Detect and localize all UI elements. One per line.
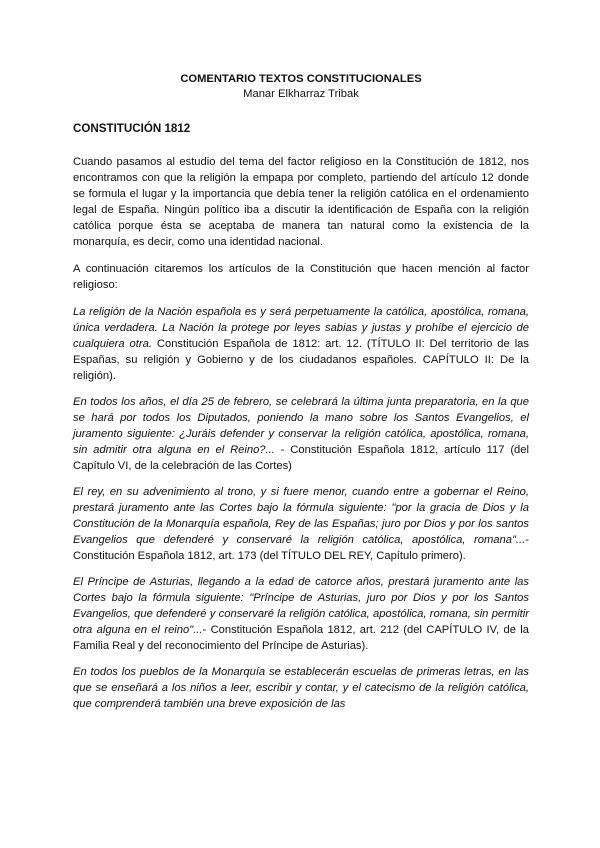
quote-paragraph-schools	[73, 664, 529, 712]
quote-text: En todos los pueblos de la Monarquía se establecerán escuelas de primeras letras, en las que se enseñará a los niños a leer, escribir y contar, y el catecismo de la religión católica, que comprenderá también una breve exposición de las	[73, 666, 529, 710]
quote-citation: - Constitución Española 1812, art. 212 (del CAPÍTULO IV, de la Familia Real y del reconocimiento del Príncipe de Asturias).	[73, 624, 529, 652]
quote-citation: - Constitución Española 1812, art. 173 (del TÍTULO DEL REY, Capítulo primero).	[73, 534, 529, 562]
document-author: Manar Elkharraz Tribak	[243, 88, 359, 100]
quote-paragraph-art-173	[73, 484, 529, 564]
quote-citation: Constitución Española de 1812: art. 12. (TÍTULO II: Del territorio de las Españas, su religión y Gobierno y de los ciudadanos españoles. CAPÍTULO II: De la religión).	[73, 338, 529, 382]
quote-paragraph-art-12	[73, 304, 529, 384]
document-page	[73, 72, 529, 712]
quote-text: El Príncipe de Asturias, llegando a la edad de catorce años, prestará juramento ante las Cortes bajo la fórmula siguiente: "Príncipe de Asturias, juro por Dios y por los Santos Evangelios, que defenderé y conservaré la religión católica, apostólica, romana, sin permitir otra alguna en el reino"...	[73, 576, 529, 636]
lead-paragraph: A continuación citaremos los artículos de la Constitución que hacen mención al factor religioso:	[73, 263, 529, 291]
quote-text: En todos los años, el día 25 de febrero, se celebrará la última junta preparatoria, en la que se hará por todos los Diputados, poniendo la mano sobre los Santos Evangelios, el juramento siguiente: ¿Juráis defender y conservar la religión católica, apostólica, romana, sin admitir otra alguna en el Reino?...	[73, 396, 529, 456]
quote-text: La religión de la Nación española es y será perpetuamente la católica, apostólica, romana, única verdadera. La Nación la protege por leyes sabias y justas y prohíbe el ejercicio de cualquiera otra.	[73, 306, 529, 350]
quote-paragraph-art-117	[73, 394, 529, 474]
quote-paragraph-art-212	[73, 574, 529, 654]
quote-citation: - Constitución Española 1812, artículo 117 (del Capítulo VI, de la celebración de las Cortes)	[73, 444, 529, 472]
intro-paragraph: Cuando pasamos al estudio del tema del factor religioso en la Constitución de 1812, nos encontramos con que la religión la empapa por completo, partiendo del artículo 12 donde se formula el lugar y la importancia que debía tener la religión católica en el ordenamiento legal de España. Ningún político iba a discutir la identificación de España con la religión católica porque ésta se aceptaba de manera tan natural como la existencia de la monarquía, es decir, como una identidad nacional.	[73, 156, 529, 248]
quote-text: El rey, en su advenimiento al trono, y si fuere menor, cuando entre a gobernar el Reino, prestará juramento ante las Cortes bajo la fórmula siguiente: "por la gracia de Dios y la Constitución de la Monarquía española, Rey de las Españas; juro por Dios y por los santos Evangelios que defenderé y conservaré la religión católica, apostólica, romana"...	[73, 486, 529, 546]
document-title: COMENTARIO TEXTOS CONSTITUCIONALES	[180, 73, 422, 85]
section-heading: CONSTITUCIÓN 1812	[73, 122, 191, 135]
